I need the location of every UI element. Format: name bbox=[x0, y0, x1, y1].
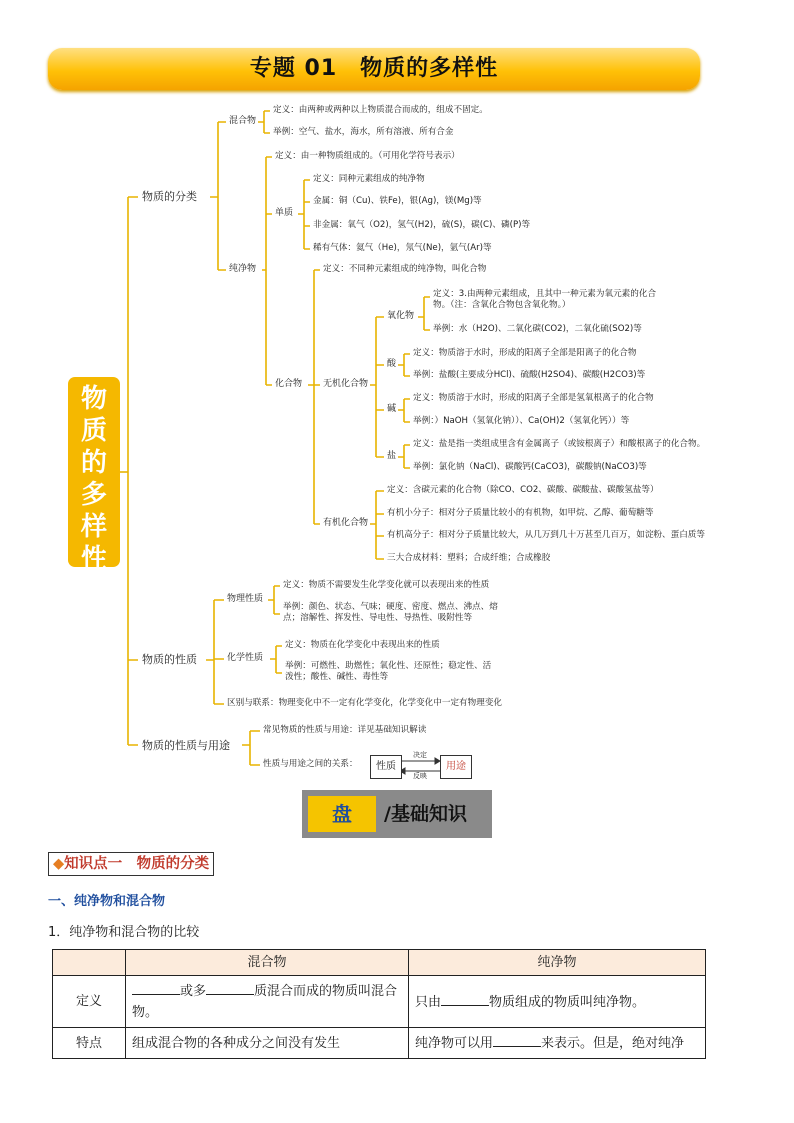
mixture-definition: 定义：由两种或两种以上物质混合而成的，组成不固定。 bbox=[273, 105, 488, 115]
mixture-example: 举例：空气、盐水，海水，所有溶液、所有合金 bbox=[273, 127, 454, 137]
row-label: 定义 bbox=[53, 976, 126, 1028]
fill-blank[interactable] bbox=[132, 980, 180, 995]
node-salt: 盐 bbox=[387, 451, 397, 461]
organic-polymer: 有机高分子：相对分子质量比较大，从几万到几十万甚至几百万，如淀粉、蛋白质等 bbox=[387, 530, 705, 540]
section-heading: 一、纯净物和混合物 bbox=[48, 894, 166, 909]
node-mixture: 混合物 bbox=[229, 116, 257, 126]
compound-definition: 定义：不同种元素组成的纯净物，叫化合物 bbox=[323, 264, 487, 274]
table-cell: 纯净物可以用 来表示。但是，绝对纯净 bbox=[409, 1028, 706, 1059]
node-properties-uses: 物质的性质与用途 bbox=[142, 739, 230, 752]
table-header: 混合物 bbox=[126, 950, 409, 976]
uses-common: 常见物质的性质与用途：详见基础知识解读 bbox=[263, 725, 427, 735]
oxide-definition: 定义：3.由两种元素组成，且其中一种元素为氧元素的化合物。（注：含氧化合物包含氧化物。） bbox=[433, 289, 657, 310]
node-acid: 酸 bbox=[387, 359, 397, 369]
mindmap-root: 物 质 的 多 样 性 bbox=[68, 377, 120, 567]
comparison-table bbox=[52, 949, 706, 1059]
pure-definition: 定义：由一种物质组成的。（可用化学符号表示） bbox=[275, 151, 460, 161]
node-element: 单质 bbox=[275, 208, 294, 218]
base-definition: 定义：物质溶于水时，形成的阳离子全部是氢氧根离子的化合物 bbox=[413, 393, 654, 403]
uses-relation: 性质与用途之间的关系： bbox=[263, 759, 358, 769]
base-example: 举例：）NaOH（氢氧化钠））、Ca(OH)2（氢氧化钙））等 bbox=[413, 416, 630, 426]
organic-definition: 定义：含碳元素的化合物（除CO、CO2、碳酸、碳酸盐、碳酸氢盐等） bbox=[387, 485, 659, 495]
physical-definition: 定义：物质不需要发生化学变化就可以表现出来的性质 bbox=[283, 580, 490, 590]
table-cell: 只由 物质组成的物质叫纯净物。 bbox=[409, 976, 706, 1028]
page-title: 专题 01 物质的多样性 bbox=[249, 56, 499, 81]
node-pure: 纯净物 bbox=[229, 264, 257, 274]
physical-example: 举例：颜色、状态、气味；硬度、密度、燃点、沸点、熔点；溶解性、挥发性、导电性、导热性、吸附性等 bbox=[283, 602, 498, 623]
salt-definition: 定义：盐是指一类组成里含有金属离子（或铵根离子）和酸根离子的化合物。 bbox=[413, 439, 706, 449]
table-cell: 或多 质混合而成的物质叫混合物。 bbox=[126, 976, 409, 1028]
acid-definition: 定义：物质溶于水时，形成的阳离子全部是阳离子的化合物 bbox=[413, 348, 637, 358]
node-base: 碱 bbox=[387, 404, 397, 414]
table-header bbox=[53, 950, 126, 976]
relation-reflect: 反映 bbox=[413, 772, 427, 780]
organic-small: 有机小分子：相对分子质量比较小的有机物，如甲烷、乙醇、葡萄糖等 bbox=[387, 508, 654, 518]
row-label: 特点 bbox=[53, 1028, 126, 1059]
table-cell: 组成混合物的各种成分之间没有发生 bbox=[126, 1028, 409, 1059]
basic-knowledge-badge bbox=[302, 790, 492, 838]
fill-blank[interactable] bbox=[206, 980, 254, 995]
element-definition: 定义：同种元素组成的纯净物 bbox=[313, 174, 425, 184]
table-row bbox=[53, 1028, 706, 1059]
element-metal: 金属：铜（Cu)、铁Fe)，银(Ag)，镁(Mg)等 bbox=[313, 196, 482, 206]
distinction-relation: 区别与联系：物理变化中不一定有化学变化，化学变化中一定有物理变化 bbox=[227, 698, 503, 708]
element-nonmetal: 非金属：氧气（O2)，氢气(H2)，硫(S)，碳(C)、磷(P)等 bbox=[313, 220, 531, 230]
acid-example: 举例：盐酸(主要成分HCl)、硫酸(H2SO4)、碳酸(H2CO3)等 bbox=[413, 370, 646, 380]
node-compound: 化合物 bbox=[275, 379, 303, 389]
table-header-row bbox=[53, 950, 706, 976]
node-inorganic: 无机化合物 bbox=[323, 379, 369, 389]
node-oxide: 氧化物 bbox=[387, 311, 415, 321]
fill-blank[interactable] bbox=[493, 1032, 541, 1047]
subsection-heading: 1．纯净物和混合物的比较 bbox=[48, 925, 200, 940]
knowledge-point-title: 知识点一 物质的分类 bbox=[64, 856, 210, 872]
badge-pan: 盘 bbox=[308, 796, 376, 832]
chemical-example: 举例：可燃性、助燃性；氧化性、还原性；稳定性、活泼性；酸性、碱性、毒性等 bbox=[285, 661, 492, 682]
oxide-example: 举例：水（H2O)、二氧化碳(CO2)，二氧化硫(SO2)等 bbox=[433, 324, 642, 334]
node-chemical: 化学性质 bbox=[227, 653, 264, 663]
chemical-definition: 定义：物质在化学变化中表现出来的性质 bbox=[285, 640, 440, 650]
diamond-icon: ◆ bbox=[53, 856, 65, 872]
table-header: 纯净物 bbox=[409, 950, 706, 976]
node-properties: 物质的性质 bbox=[142, 653, 197, 666]
node-physical: 物理性质 bbox=[227, 594, 264, 604]
relation-property-box: 性质 bbox=[370, 755, 402, 779]
badge-text: /基础知识 bbox=[384, 803, 467, 825]
fill-blank[interactable] bbox=[441, 991, 489, 1006]
table-row bbox=[53, 976, 706, 1028]
organic-synthetic: 三大合成材料：塑料；合成纤维；合成橡胶 bbox=[387, 553, 551, 563]
salt-example: 举例：氯化钠（NaCl)、碳酸钙(CaCO3)，碳酸钠(NaCO3)等 bbox=[413, 462, 647, 472]
knowledge-point-heading bbox=[48, 852, 214, 876]
relation-use-box: 用途 bbox=[440, 755, 472, 779]
element-noble-gas: 稀有气体：氦气（He)，氖气(Ne)，氩气(Ar)等 bbox=[313, 243, 492, 253]
relation-determine: 决定 bbox=[413, 751, 427, 759]
node-classification: 物质的分类 bbox=[142, 190, 197, 203]
node-organic: 有机化合物 bbox=[323, 518, 369, 528]
